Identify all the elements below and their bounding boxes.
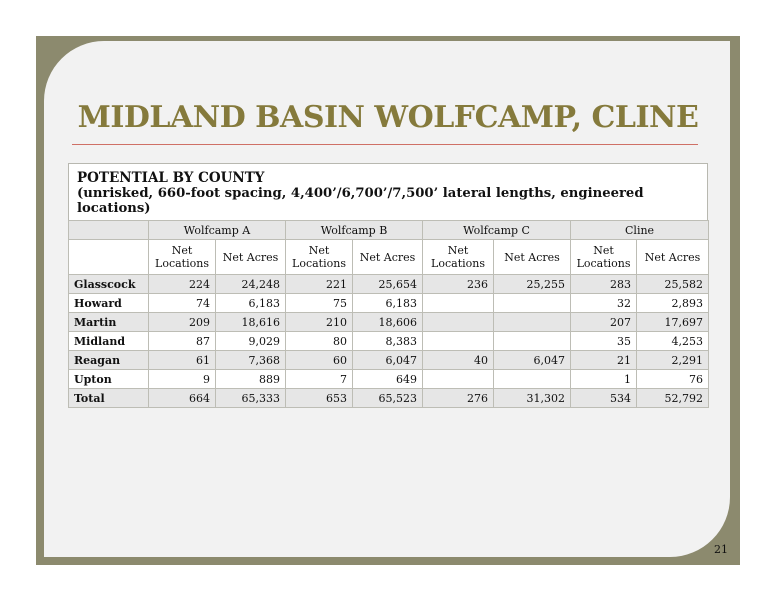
county-cell: Reagan bbox=[69, 351, 149, 370]
value-cell: 18,606 bbox=[353, 313, 423, 332]
value-cell bbox=[494, 332, 571, 351]
value-cell: 236 bbox=[423, 275, 494, 294]
value-cell: 6,183 bbox=[216, 294, 286, 313]
value-cell bbox=[494, 370, 571, 389]
value-cell: 6,183 bbox=[353, 294, 423, 313]
value-cell: 65,333 bbox=[216, 389, 286, 408]
value-cell: 7,368 bbox=[216, 351, 286, 370]
table-row bbox=[69, 275, 709, 294]
column-header: Net Locations bbox=[286, 240, 353, 275]
column-header: Net Locations bbox=[423, 240, 494, 275]
value-cell: 664 bbox=[149, 389, 216, 408]
value-cell: 24,248 bbox=[216, 275, 286, 294]
value-cell: 61 bbox=[149, 351, 216, 370]
potential-table-container bbox=[68, 163, 708, 408]
value-cell: 2,291 bbox=[637, 351, 709, 370]
value-cell bbox=[423, 332, 494, 351]
value-cell: 25,255 bbox=[494, 275, 571, 294]
value-cell: 21 bbox=[571, 351, 637, 370]
group-header: Wolfcamp A bbox=[149, 221, 286, 240]
table-row bbox=[69, 294, 709, 313]
value-cell: 75 bbox=[286, 294, 353, 313]
value-cell: 649 bbox=[353, 370, 423, 389]
value-cell: 35 bbox=[571, 332, 637, 351]
value-cell: 87 bbox=[149, 332, 216, 351]
table-row bbox=[69, 313, 709, 332]
column-header-row bbox=[69, 240, 709, 275]
slide-title: MIDLAND BASIN WOLFCAMP, CLINE bbox=[77, 100, 699, 135]
column-header: Net Acres bbox=[494, 240, 571, 275]
value-cell: 221 bbox=[286, 275, 353, 294]
table-header bbox=[68, 163, 708, 220]
page-number: 21 bbox=[714, 543, 728, 556]
value-cell bbox=[494, 313, 571, 332]
value-cell bbox=[423, 370, 494, 389]
value-cell: 889 bbox=[216, 370, 286, 389]
group-header-blank bbox=[69, 221, 149, 240]
table-row bbox=[69, 370, 709, 389]
value-cell: 32 bbox=[571, 294, 637, 313]
value-cell: 653 bbox=[286, 389, 353, 408]
value-cell: 65,523 bbox=[353, 389, 423, 408]
group-header: Wolfcamp B bbox=[286, 221, 423, 240]
group-header-row bbox=[69, 221, 709, 240]
table-subheading: (unrisked, 660-foot spacing, 4,400’/6,700’/7,500’ lateral lengths, engineered locations) bbox=[77, 186, 644, 216]
value-cell: 8,383 bbox=[353, 332, 423, 351]
value-cell bbox=[423, 313, 494, 332]
value-cell: 40 bbox=[423, 351, 494, 370]
value-cell: 276 bbox=[423, 389, 494, 408]
group-header: Wolfcamp C bbox=[423, 221, 571, 240]
county-cell: Total bbox=[69, 389, 149, 408]
column-header: Net Acres bbox=[637, 240, 709, 275]
value-cell: 74 bbox=[149, 294, 216, 313]
county-cell: Midland bbox=[69, 332, 149, 351]
potential-by-county-table bbox=[68, 220, 709, 408]
county-cell: Martin bbox=[69, 313, 149, 332]
column-header: Net Locations bbox=[149, 240, 216, 275]
value-cell bbox=[423, 294, 494, 313]
value-cell: 209 bbox=[149, 313, 216, 332]
value-cell: 4,253 bbox=[637, 332, 709, 351]
value-cell: 18,616 bbox=[216, 313, 286, 332]
value-cell: 6,047 bbox=[494, 351, 571, 370]
county-cell: Howard bbox=[69, 294, 149, 313]
value-cell: 31,302 bbox=[494, 389, 571, 408]
value-cell: 17,697 bbox=[637, 313, 709, 332]
county-cell: Upton bbox=[69, 370, 149, 389]
value-cell: 207 bbox=[571, 313, 637, 332]
value-cell: 9 bbox=[149, 370, 216, 389]
value-cell bbox=[494, 294, 571, 313]
county-cell: Glasscock bbox=[69, 275, 149, 294]
column-header: Net Acres bbox=[353, 240, 423, 275]
table-row-total bbox=[69, 389, 709, 408]
value-cell: 2,893 bbox=[637, 294, 709, 313]
group-header: Cline bbox=[571, 221, 709, 240]
value-cell: 25,582 bbox=[637, 275, 709, 294]
column-header: Net Acres bbox=[216, 240, 286, 275]
table-heading: POTENTIAL BY COUNTY bbox=[77, 170, 265, 186]
value-cell: 1 bbox=[571, 370, 637, 389]
value-cell: 9,029 bbox=[216, 332, 286, 351]
table-row bbox=[69, 332, 709, 351]
title-underline bbox=[72, 144, 698, 145]
value-cell: 76 bbox=[637, 370, 709, 389]
value-cell: 7 bbox=[286, 370, 353, 389]
column-header: Net Locations bbox=[571, 240, 637, 275]
value-cell: 60 bbox=[286, 351, 353, 370]
value-cell: 80 bbox=[286, 332, 353, 351]
value-cell: 52,792 bbox=[637, 389, 709, 408]
value-cell: 6,047 bbox=[353, 351, 423, 370]
column-header-blank bbox=[69, 240, 149, 275]
value-cell: 283 bbox=[571, 275, 637, 294]
value-cell: 25,654 bbox=[353, 275, 423, 294]
value-cell: 210 bbox=[286, 313, 353, 332]
table-row bbox=[69, 351, 709, 370]
value-cell: 534 bbox=[571, 389, 637, 408]
value-cell: 224 bbox=[149, 275, 216, 294]
